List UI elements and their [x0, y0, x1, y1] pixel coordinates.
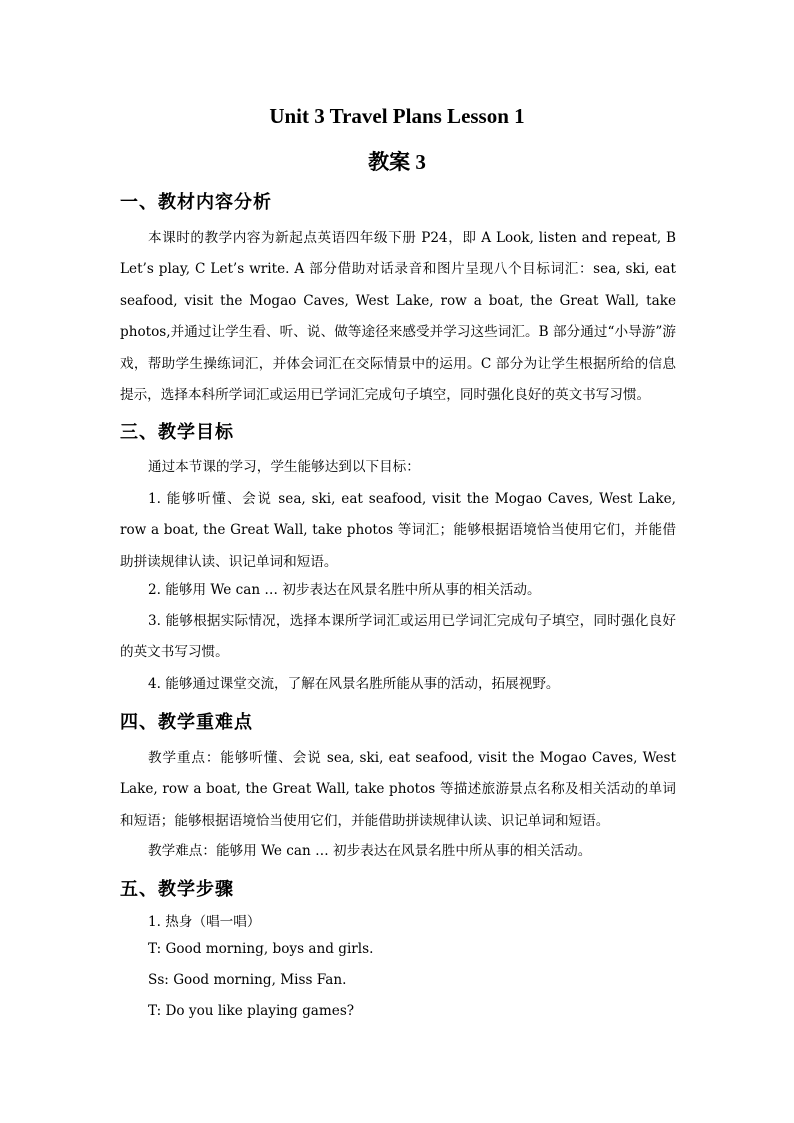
step-line: T: Do you like playing games? — [148, 1003, 355, 1019]
section-heading-key-points: 四、教学重难点 — [120, 712, 253, 733]
objective-item: 3. 能够根据实际情况，选择本课所学词汇或运用已学词汇完成句子填空，同时强化良好的英文书写习惯。 — [120, 613, 676, 661]
difficult-point-paragraph: 教学难点：能够用 We can … 初步表达在风景名胜中所从事的相关活动。 — [148, 843, 592, 859]
step-line: Ss: Good morning, Miss Fan. — [148, 972, 347, 988]
objective-item: 1. 能够听懂、会说 sea, ski, eat seafood, visit the Mogao Caves, West Lake, row a boat, the Great Wall, take photos 等词汇；能够根据语境恰当使用它们，并能借助拼读规律认读、识记单词和短语。 — [120, 491, 676, 570]
section-heading-content-analysis: 一、教材内容分析 — [120, 192, 272, 213]
section-heading-steps: 五、教学步骤 — [120, 879, 234, 900]
step-line: 1. 热身（唱一唱） — [148, 914, 261, 930]
section-heading-objectives: 三、教学目标 — [120, 422, 234, 443]
content-analysis-paragraph: 本课时的教学内容为新起点英语四年级下册 P24，即 A Look, listen and repeat, B Let’s play, C Let’s write. A 部分借助对话录音和图片呈现八个目标词汇：sea, ski, eat seafood, visit the Mogao Caves, West Lake, row a boat, the Great Wall, take photos,并通过让学生看、听、说、做等途径来感受并学习这些词汇。B 部分通过“小导游”游戏，帮助学生操练词汇，并体会词汇在交际情景中的运用。C 部分为让学生根据所给的信息提示，选择本科所学词汇或运用已学词汇完成句子填空，同时强化良好的英文书写习惯。 — [120, 230, 676, 404]
key-point-paragraph: 教学重点：能够听懂、会说 sea, ski, eat seafood, visit the Mogao Caves, West Lake, row a boat, the Great Wall, take photos 等描述旅游景点名称及相关活动的单词和短语；能够根据语境恰当使用它们，并能借助拼读规律认读、识记单词和短语。 — [120, 750, 676, 829]
document-subtitle: 教案 3 — [368, 150, 426, 174]
objectives-intro: 通过本节课的学习，学生能够达到以下目标： — [148, 459, 420, 475]
objective-item: 4. 能够通过课堂交流，了解在风景名胜所能从事的活动，拓展视野。 — [148, 676, 560, 692]
objective-item: 2. 能够用 We can … 初步表达在风景名胜中所从事的相关活动。 — [148, 582, 541, 598]
document-title: Unit 3 Travel Plans Lesson 1 — [269, 104, 525, 128]
step-line: T: Good morning, boys and girls. — [148, 941, 374, 957]
